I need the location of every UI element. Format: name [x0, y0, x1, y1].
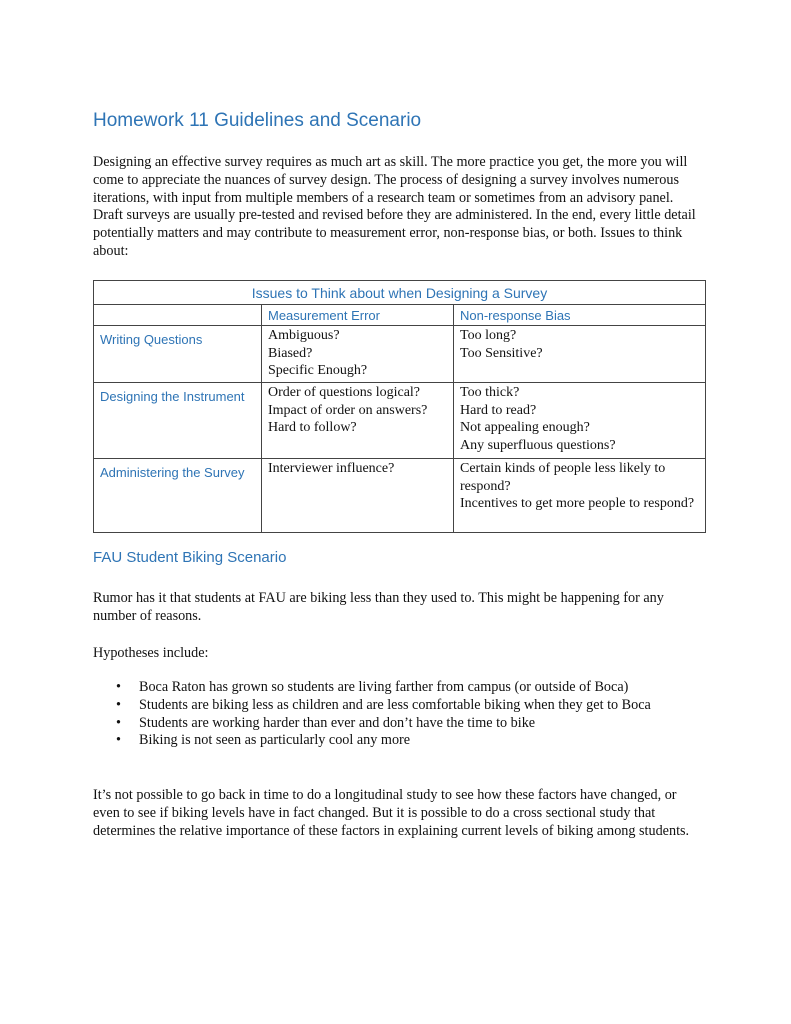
issues-table: [93, 280, 706, 533]
table-row: [94, 326, 706, 383]
nonresponse-bias-cell: [454, 459, 706, 533]
page-title: Homework 11 Guidelines and Scenario: [93, 110, 422, 131]
measurement-error-cell: [262, 383, 454, 459]
cell-line: Too thick?: [460, 385, 520, 400]
cell-line: Hard to follow?: [268, 420, 357, 436]
hypothesis-text: Students are biking less as children and are less comfortable biking when they get to Boca: [139, 696, 651, 713]
cell-line: Interviewer influence?: [268, 461, 395, 476]
cell-line: Biased?: [268, 345, 313, 361]
hypothesis-text: Biking is not seen as particularly cool any more: [139, 732, 411, 749]
measurement-error-cell: [262, 326, 454, 383]
nonresponse-bias-cell: [454, 326, 706, 383]
row-label-administering-survey: Administering the Survey: [94, 459, 262, 533]
column-header-nonresponse-bias: Non-response Bias: [454, 305, 706, 326]
cell-line: Specific Enough?: [268, 363, 368, 379]
bullet-icon: •: [116, 714, 121, 731]
table-title: Issues to Think about when Designing a Survey: [94, 281, 706, 305]
table-row: [94, 459, 706, 533]
rumor-paragraph: Rumor has it that students at FAU are biking less than they used to. This might be happening for any number of reasons.: [93, 590, 664, 624]
cell-line: Ambiguous?: [268, 328, 340, 343]
cell-line: Order of questions logical?: [268, 385, 421, 400]
cell-line: Too long?: [460, 328, 517, 343]
hypothesis-text: Students are working harder than ever and don’t have the time to bike: [139, 714, 536, 731]
measurement-error-cell: [262, 459, 454, 533]
table-row: [94, 383, 706, 459]
column-header-measurement-error: Measurement Error: [262, 305, 454, 326]
nonresponse-bias-cell: [454, 383, 706, 459]
list-item: [93, 679, 705, 697]
cell-line: Impact of order on answers?: [268, 402, 428, 418]
cell-line: Hard to read?: [460, 402, 537, 418]
hypotheses-intro: Hypotheses include:: [93, 645, 209, 661]
bullet-icon: •: [116, 696, 121, 713]
row-label-designing-instrument: Designing the Instrument: [94, 383, 262, 459]
cell-line: Any superfluous questions?: [460, 437, 616, 453]
intro-paragraph: Designing an effective survey requires as much art as skill. The more practice you get, the more you will come to appreciate the nuances of survey design. The process of designing a survey involves numerous iterations, with input from multiple members of a research team or sometimes from an advisory panel. Draft surveys are usually pre-tested and revised before they are administered. In the end, every little detail potentially matters and may contribute to measurement error, non-response bias, or both. Issues to think about:: [93, 154, 696, 259]
scenario-heading: FAU Student Biking Scenario: [93, 549, 287, 566]
cell-line: Incentives to get more people to respond?: [460, 496, 695, 512]
closing-paragraph: It’s not possible to go back in time to do a longitudinal study to see how these factors have changed, or even to see if biking levels have in fact changed. But it is possible to do a cross sectional study that determines the relative importance of these factors in explaining current levels of biking among students.: [93, 787, 690, 839]
cell-line: Too Sensitive?: [460, 345, 543, 361]
list-item: [93, 732, 705, 750]
row-label-writing-questions: Writing Questions: [94, 326, 262, 383]
list-item: [93, 715, 705, 733]
list-item: [93, 697, 705, 715]
hypothesis-text: Boca Raton has grown so students are living farther from campus (or outside of Boca): [139, 679, 629, 695]
cell-line: Certain kinds of people less likely to respond?: [460, 461, 666, 494]
cell-line: Not appealing enough?: [460, 420, 590, 436]
hypotheses-list: [93, 679, 705, 750]
table-corner-cell: [94, 305, 262, 326]
bullet-icon: •: [116, 732, 121, 749]
bullet-icon: •: [116, 679, 121, 695]
